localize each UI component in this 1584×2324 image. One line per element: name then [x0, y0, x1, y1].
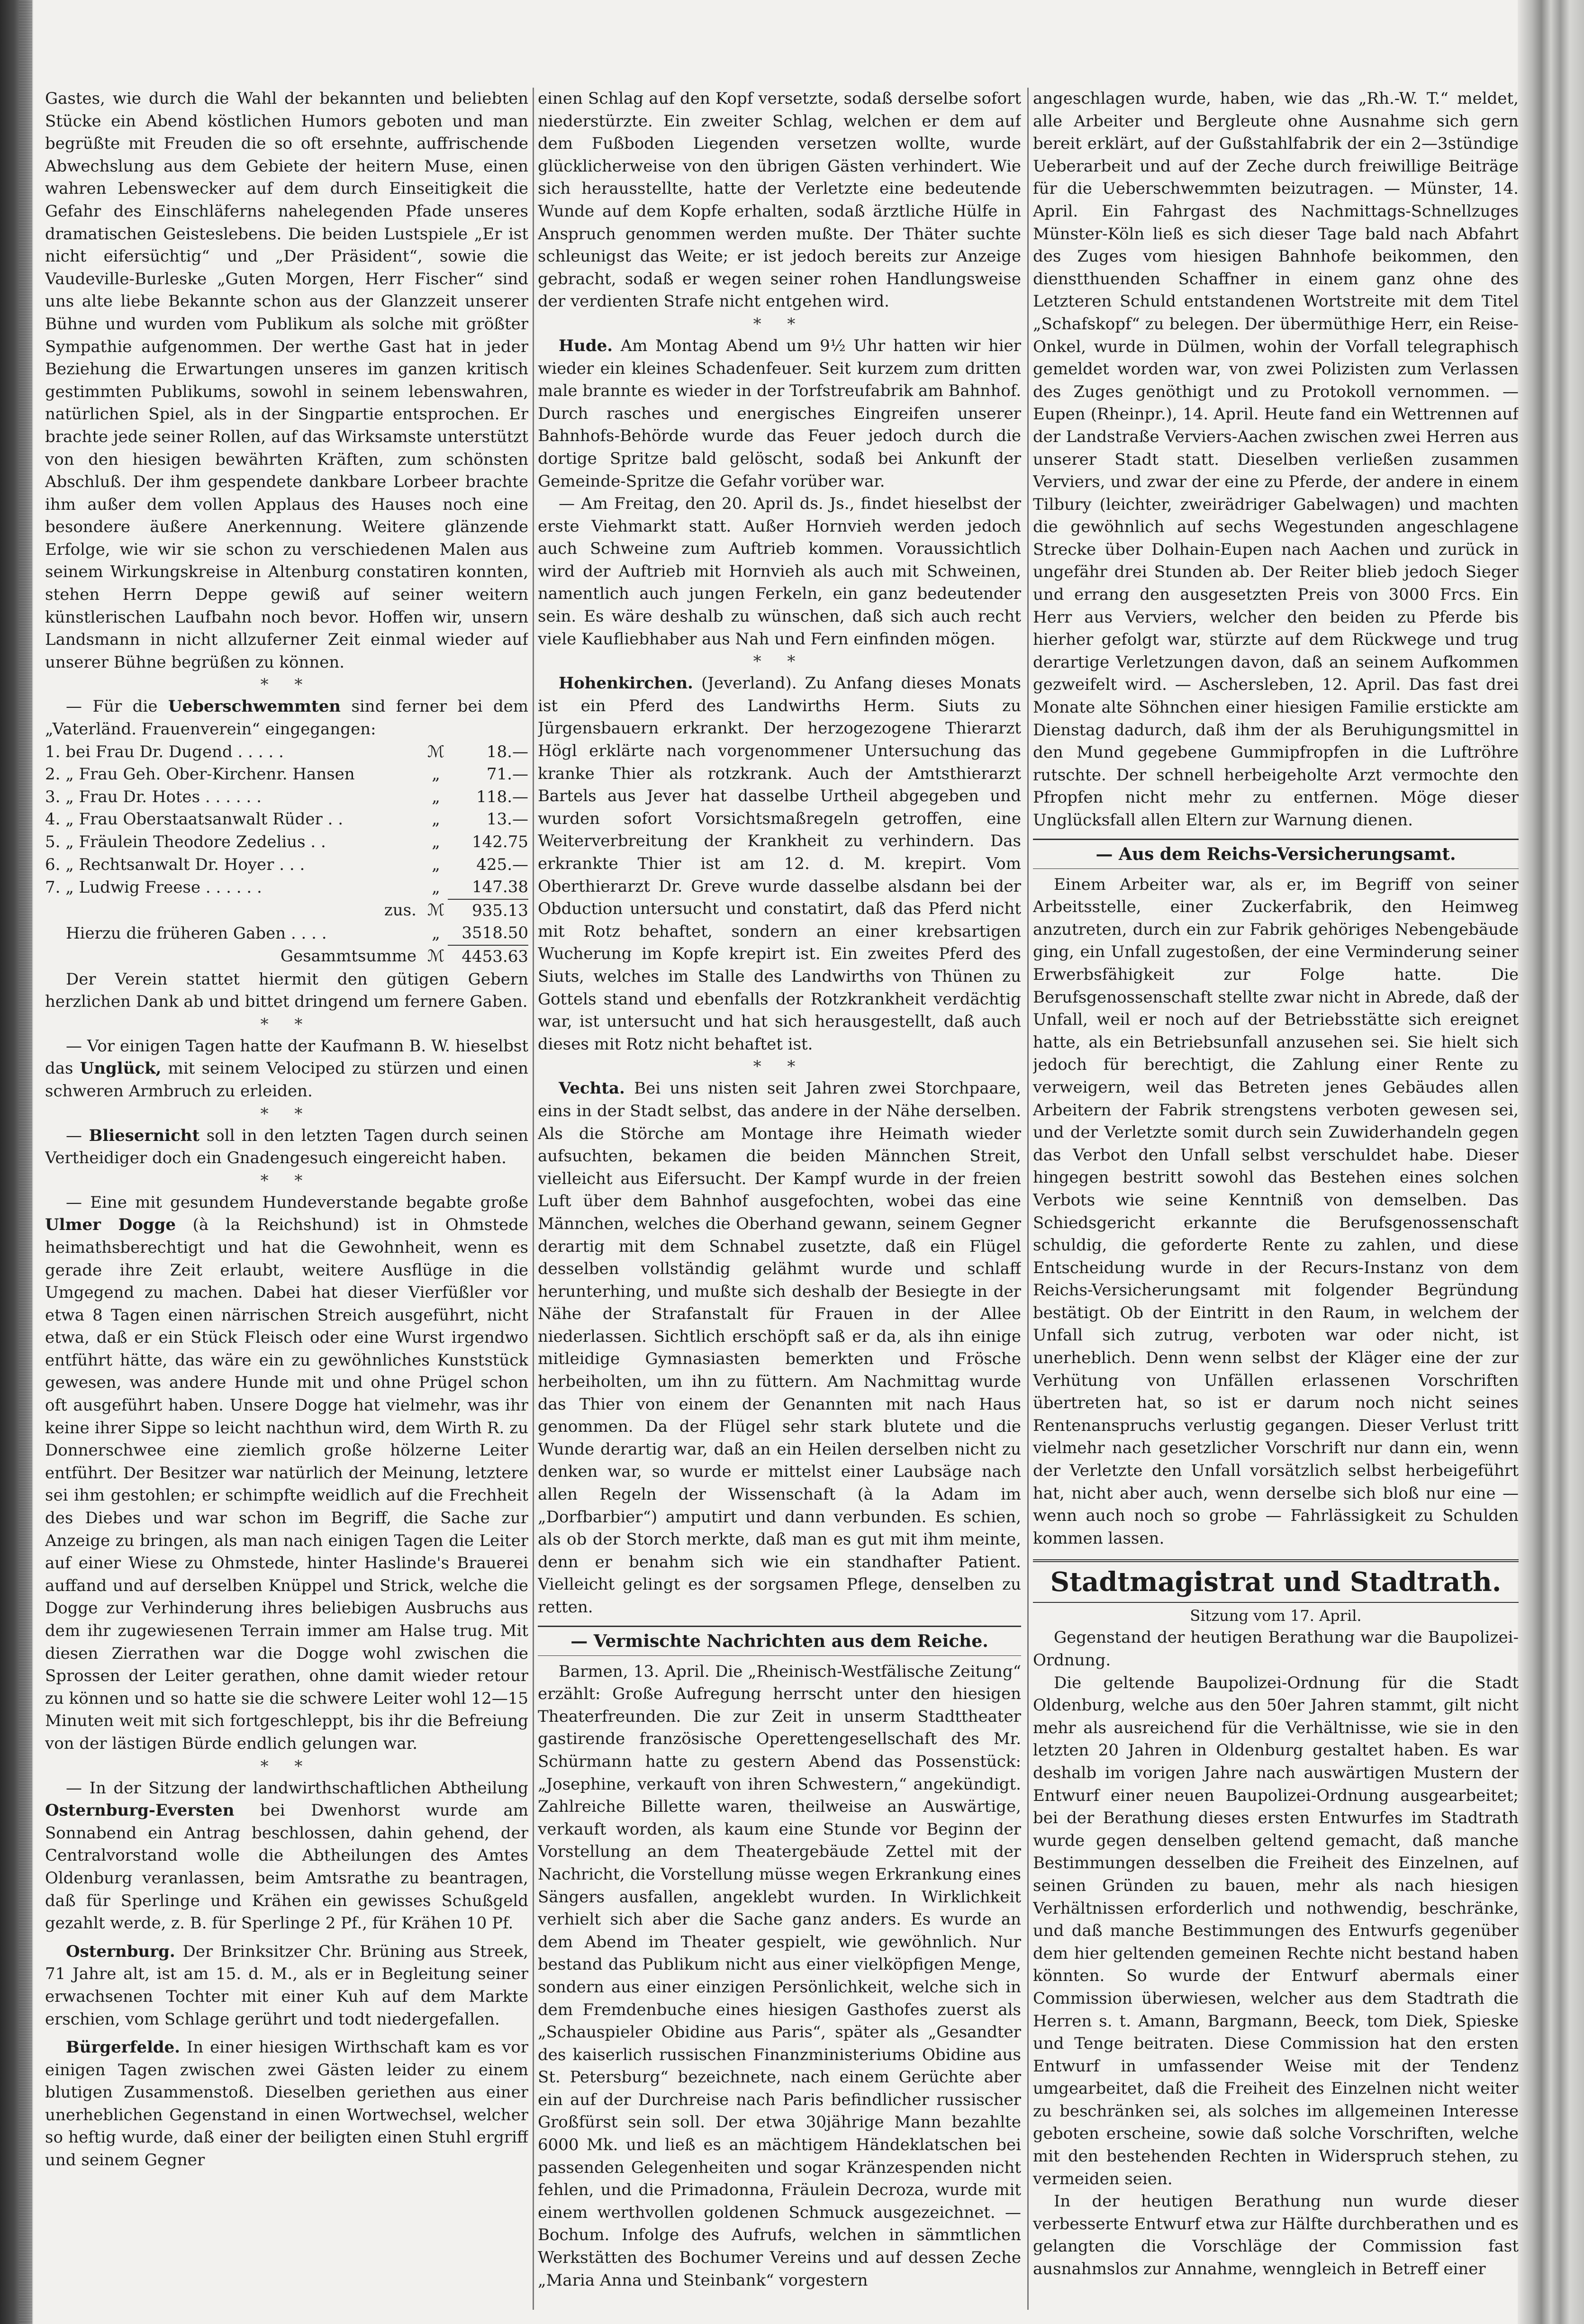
section-heading-stadtmagistrat: Stadtmagistrat und Stadtrath. — [1033, 1559, 1519, 1603]
section-heading-versicherungsamt: — Aus dem Reichs-Versicherungsamt. — [1033, 839, 1519, 869]
session-date: Sitzung vom 17. April. — [1190, 1607, 1362, 1625]
donation-row: 4. „ Frau Oberstaatsanwalt Rüder . . „ 13.— — [45, 810, 528, 829]
section-heading-reich: — Vermischte Nachrichten aus dem Reiche. — [538, 1626, 1021, 1656]
article-osternburg-eversten: — In der Sitzung der landwirthschaftlichen Abtheilung Osternburg-Eversten bei Dwenhorst wurde am Sonnabend ein Antrag beschlossen, dahin gehend, der Centralvorstand wolle die Abtheilungen des Amtes Oldenburg veranlassen, beim Amtsrathe zu beantragen, daß für Sperlinge und Krähen ein gewisses Schußgeld gezahlt werde, z. B. für Sperlinge 2 Pf., für Krähen 10 Pf. — [45, 1778, 528, 1933]
separator: * * — [260, 1171, 313, 1190]
column-rule — [1027, 88, 1029, 2310]
scan-binding — [19, 0, 32, 2324]
article-flood-donations: — Für die Ueberschwemmten sind ferner bei dem „Vaterländ. Frauenverein“ eingegangen: — [45, 697, 528, 739]
previous-row: Hierzu die früheren Gaben . . . . „ 3518.50 — [66, 923, 528, 943]
article-thanks: Der Verein stattet hiermit den gütigen Gebern herzlichen Dank ab und bittet dringend um fernere Gaben. — [45, 969, 528, 1012]
column-rule — [533, 88, 534, 2310]
article-reich-cont: angeschlagen wurde, haben, wie das „Rh.-W. T.“ meldet, alle Arbeiter und Bergleute ohne Ausnahme sich gern bereit erklärt, auf der Gußstahlfabrik der ein 2—3stündige Ueberarbeit und auf der Zeche durch freiwillige Beiträge für die Ueberschwemmten beizutragen. — Münster, 14. April. Ein Fahrgast des Nachmittags-Schnellzuges Münster-Köln ließ es sich dieser Tage bald nach Abfahrt des Zuges vom hiesigen Bahnhofe beikommen, den dienstthuenden Schaffner in einem ganz ohne des Letzteren Schuld entstandenen Wortstreite mit dem Titel „Schafskopf“ zu belegen. Der übermüthige Herr, ein Reise-Onkel, wurde in Dülmen, wohin der Vorfall telegraphisch gemeldet worden war, von zwei Polizisten zum Verlassen des Zuges genöthigt und zu Protokoll vernommen. — Eupen (Rheinpr.), 14. April. Heute fand ein Wettrennen auf der Landstraße Verviers-Aachen zwischen zwei Herren aus unserer Stadt statt. Dieselben verließen zusammen Verviers, und zwar der eine zu Pferde, der andere in einem Tilbury (leichter, zweirädriger Gabelwagen) und machten die gewöhnlich auf sechs Wegestunden angeschlagene Strecke über Dolhain-Eupen nach Aachen und zurück in ungefähr drei Stunden ab. Der Reiter blieb jedoch Sieger und errang den ausgesetzten Preis von 3000 Frcs. Ein Herr aus Verviers, welcher den beiden zu Pferde bis hierher gefolgt war, stürzte auf dem Rückwege und trug derartige Verletzungen davon, daß an seinem Aufkommen gezweifelt wird. — Aschersleben, 12. April. Das fast drei Monate alte Söhnchen einer hiesigen Familie erstickte am Dienstag dadurch, daß ihm der als Beruhigungsmittel in den Mund gegebene Gummipfropfen in die Luftröhre rutschte. Der schnell herbeigeholte Arzt vermochte den Pfropfen nicht mehr zu entfernen. Möge dieser Unglücksfall allen Eltern zur Warnung dienen. — [1033, 89, 1519, 830]
column-2 — [538, 88, 1021, 2310]
column-3 — [1033, 88, 1519, 2310]
article-velocipede: — Vor einigen Tagen hatte der Kaufmann B. W. hieselbst das Unglück, mit seinem Velociped zu stürzen und einen schweren Armbruch zu erleiden. — [45, 1036, 528, 1101]
article-buergerfelde-cont: einen Schlag auf den Kopf versetzte, sodaß derselbe sofort niederstürzte. Ein zweiter Schlag, welchen er dem auf dem Fußboden Liegenden versetzen wollte, wurde glücklicherweise von den übrigen Gästen verhindert. Wie sich herausstellte, hatte der Verletzte eine bedeutende Wunde auf dem Kopfe erhalten, sodaß ärztliche Hülfe in Anspruch genommen werden mußte. Der Thäter suchte schleunigst das Weite; er ist jedoch bereits zur Anzeige gebracht, sodaß er wegen seiner rohen Handlungsweise der verdienten Strafe nicht entgehen wird. — [538, 89, 1021, 311]
donation-row: 2. „ Frau Geh. Ober-Kirchenr. Hansen „ 71.— — [45, 765, 528, 784]
article-ulmer-dogge: — Eine mit gesundem Hundeverstande begabte große Ulmer Dogge (à la Reichshund) ist in Ohmstede heimathsberechtigt und hat die Gewohnheit, wenn es gerade ihre Zeit erlaubt, weitere Ausflüge in die Umgegend zu machen. Dabei hat dieser Vierfüßler vor etwa 8 Tagen einen närrischen Streich ausgeführt, nicht etwa, daß er ein Stück Fleisch oder eine Wurst irgendwo entführt hätte, das wäre ein zu gewöhnliches Kunststück gewesen, was andere Hunde mit und ohne Prügel schon oft ausgeführt haben. Unsere Dogge hat vielmehr, was ihr keine ihrer Sippe so leicht nachthun wird, dem Wirth R. zu Donnerschwee eine ziemlich große hölzerne Leiter entführt. Der Besitzer war natürlich der Meinung, letztere sei ihm gestohlen; er schimpfte weidlich auf die Frechheit des Diebes und war schon im Begriff, die Sache zur Anzeige zu bringen, als man nach einigen Tagen die Leiter auf einer Wiese zu Ohmstede, hinter Haslinde's Brauerei auffand und auf derselben Knüppel und Strick, welche die Dogge zur Verhinderung ihres beliebigen Ausbruchs aus dem ihr zugewiesenen Terrain immer am Halse trug. Mit diesen Zierrathen war die Dogge wohl zwischen die Sprossen der Leiter gerathen, ohne damit wieder retour zu können und so hatte sie die schwere Leiter wohl 12—15 Minuten weit mit sich fortgeschleppt, bis ihr die Befreiung von der lästigen Bürde endlich gelungen war. — [45, 1193, 528, 1753]
article-vechta: Vechta. Bei uns nisten seit Jahren zwei Storchpaare, eins in der Stadt selbst, das andere in der Nähe derselben. Als die Störche am Montage ihre Heimath wieder aufsuchten, bekamen die beiden Männchen Streit, vielleicht aus Eifersucht. Der Kampf wurde in der freien Luft über dem Bahnhof ausgefochten, wobei das eine Männchen, welches die Oberhand gewann, seinem Gegner derartig mit dem Schnabel zusetzte, daß ein Flügel desselben vollständig gelähmt wurde und schlaff herunterhing, und mußte sich deshalb der Besiegte in der Nähe der Strafanstalt für Frauen in der Allee niederlassen. Sichtlich erschöpft saß er da, als ihn einige mitleidige Gymnasiasten bemerkten und Frösche herbeiholten, um ihn zu füttern. Am Nachmittag wurde das Thier von einem der Genannten mit nach Haus genommen. Da der Flügel sehr stark blutete und die Wunde derartig war, daß an ein Heilen derselben nicht zu denken war, so wurde er mittelst einer Laubsäge nach allen Regeln der Wissenschaft (à la Adam im „Dorfbarbier“) amputirt und dann verbunden. Es schien, als ob der Storch merkte, daß man es gut mit ihm meinte, denn er benahm sich wie ein standhafter Patient. Vielleicht gelingt es der sorgsamen Pflege, denselben zu retten. — [538, 1079, 1021, 1617]
article-baupolizei: Die geltende Baupolizei-Ordnung für die Stadt Oldenburg, welche aus den 50er Jahren stammt, gilt nicht mehr als ausreichend für die Verhältnisse, wie sie in den letzten 20 Jahren in Oldenburg gestaltet haben. Es war deshalb im vorigen Jahre nach auswärtigen Mustern der Entwurf einer neuen Baupolizei-Ordnung ausgearbeitet; bei der Berathung dieses ersten Entwurfes im Stadtrath wurde gegen denselben geltend gemacht, daß manche Bestimmungen desselben die Freiheit des Einzelnen, auf seinen Gründen zu bauen, mehr als nach hiesigen Verhältnissen erforderlich und nothwendig, beschränke, und daß manche Bestimmungen des Entwurfs gegenüber dem hier geltenden gemeinen Rechte nicht bestand haben könnten. So wurde der Entwurf abermals einer Commission überwiesen, welcher aus dem Stadtrath die Herren s. t. Amann, Bargmann, Beeck, tom Diek, Spieske und Tenge beitraten. Diese Commission hat den ersten Entwurf in umfassender Weise mit der Tendenz umgearbeitet, daß die Freiheit des Einzelnen nicht weiter zu beschränken sei, als solches im allgemeinen Interesse geboten erscheine, sowie daß solche Vorschriften, welche mit den bestehenden Rechten in Widerspruch stehen, zu vermeiden seien. — [1033, 1673, 1519, 2188]
total-row: Gesammtsumme ℳ 4453.63 — [45, 945, 528, 968]
separator: * * — [260, 1104, 313, 1123]
article-bliesernicht: — Bliesernicht soll in den letzten Tagen durch seinen Vertheidiger doch ein Gnadengesuch eingereicht haben. — [45, 1126, 528, 1168]
article-versicherungsamt: Einem Arbeiter war, als er, im Begriff von seiner Arbeitsstelle, einer Zuckerfabrik, den Heimweg anzutreten, durch ein zur Fabrik gehöriges Nebengebäude ging, ein Unfall zugestoßen, der eine Verminderung seiner Erwerbsfähigkeit zur Folge hatte. Die Berufsgenossenschaft stellte zwar nicht in Abrede, daß der Unfall, weil er noch auf der Betriebsstätte sich ereignet hatte, als ein Betriebsunfall anzusehen sei. Sie hielt sich jedoch für berechtigt, die Zahlung einer Rente zu verweigern, weil das Betreten jenes Gebäudes allen Arbeitern der Fabrik strengstens verboten gewesen sei, und der Verletzte somit durch sein Zuwiderhandeln gegen das Verbot den Unfall selbst verschuldet habe. Dieser hingegen bestritt sowohl das Bestehen eines solchen Verbots wie seine Kenntniß von demselben. Das Schiedsgericht erkannte die Berufsgenossenschaft schuldig, die geforderte Rente zu zahlen, und diese Entscheidung wurde in der Recurs-Instanz von dem Reichs-Versicherungsamt mit folgender Begründung bestätigt. Ob der Eintritt in den Raum, in welchem der Unfall sich zutrug, verboten war oder nicht, ist unerheblich. Denn wenn selbst der Kläger eine der zur Verhütung von Unfällen erlassenen Vorschriften übertreten hat, so ist er darum noch nicht seines Rentenanspruchs verlustig gegangen. Dieser Verlust tritt vielmehr nach gesetzlicher Vorschrift nur dann ein, wenn der Verletzte den Unfall vorsätzlich selbst herbeigeführt hat, nicht aber auch, wenn derselbe sich bloß nur eine — wenn auch noch so grobe — Fahrlässigkeit zu Schulden kommen lassen. — [1033, 875, 1519, 1548]
separator: * * — [260, 675, 313, 695]
article-osternburg: Osternburg. Der Brinksitzer Chr. Brüning aus Streek, 71 Jahre alt, ist am 15. d. M., als er in Begleitung seiner erwachsenen Tochter mit einer Kuh auf dem Markte erschien, vom Schlage gerührt und todt niedergefallen. — [45, 1942, 528, 2029]
separator: * * — [753, 314, 806, 334]
scan-right-edge — [1518, 0, 1584, 2324]
article-buergerfelde: Bürgerfelde. In einer hiesigen Wirthschaft kam es vor einigen Tagen zwischen zwei Gästen leider zu einem blutigen Zusammenstoß. Dieselben geriethen aus einer unerheblichen Gegenstand in einen Wortwechsel, welcher so heftig wurde, daß einer der beiligten einen Stuhl ergriff und seinem Gegner — [45, 2038, 528, 2170]
donation-row: 1. bei Frau Dr. Dugend . . . . . ℳ 18.— — [45, 742, 528, 761]
article-barmen: Barmen, 13. April. Die „Rheinisch-Westfälische Zeitung“ erzählt: Große Aufregung herrscht unter den hiesigen Theaterfreunden. Die zur Zeit in unserm Stadttheater gastirende französische Operettengesellschaft des Mr. Schürmann hatte zu gestern Abend das Possenstück: „Josephine, verkauft von ihren Schwestern,“ angekündigt. Zahlreiche Billette waren, theilweise an Auswärtige, verkauft worden, als kaum eine Stunde vor Beginn der Vorstellung an dem Theatergebäude Zettel mit der Nachricht, die Vorstellung müsse wegen Erkrankung eines Sängers ausfallen, angeklebt wurden. In Wirklichkeit verhielt sich aber die Sache ganz anders. Es wurde an dem Abend im Theater gespielt, wie gewöhnlich. Nur bestand das Publikum nicht aus einer vielköpfigen Menge, sondern aus einer einzigen Persönlichkeit, welche sich in dem Fremdenbuche eines hiesigen Gasthofes zuerst als „Schauspieler Obidine aus Paris“, später als „Gesandter des kaiserlich russischen Finanzministeriums Obidine aus St. Petersburg“ bezeichnete, nach einem Gerüchte aber ein auf der Durchreise nach Paris befindlicher russischer Großfürst sein soll. Der etwa 30jährige Mann bezahlte 6000 Mk. und ließ es an mächtigem Händeklatschen bei passenden Gelegenheiten und sogar Kränzespenden nicht fehlen, und die Primadonna, Fräulein Decroza, wurde mit einem werthvollen goldenen Schmuck ausgezeichnet. — Bochum. Infolge des Aufrufs, welchen in sämmtlichen Werkstätten des Bochumer Vereins und auf dessen Zeche „Maria Anna und Steinbank“ vorgestern — [538, 1662, 1021, 2290]
donation-row: 7. „ Ludwig Freese . . . . . . „ 147.38 — [45, 877, 528, 897]
donation-list — [45, 741, 528, 968]
separator: * * — [260, 1014, 313, 1034]
article-theater: Gastes, wie durch die Wahl der bekannten und beliebten Stücke ein Abend köstlichen Humors geboten und man begrüßte mit Freuden die so oft ersehnte, auffrischende Abwechslung aus dem Gebiete der heitern Muse, einen wahren Lebenswecker auf dem durch Einseitigkeit die Gefahr des Einschläferns nahelegenden Pfade unseres dramatischen Geisteslebens. Die beiden Lustspiele „Er ist nicht eifersüchtig“ und „Der Präsident“, sowie die Vaudeville-Burleske „Guten Morgen, Herr Fischer“ sind uns alte liebe Bekannte schon aus der Glanzzeit unserer Bühne und wurden vom Publikum als solche mit größter Sympathie aufgenommen. Der werthe Gast hat in jeder Beziehung die Erwartungen unseres im ganzen kritisch gestimmten Publikums, sowohl in seinem lebenswahren, natürlichen Spiel, als in der Singpartie entsprochen. Er brachte jede seiner Rollen, auf das Wirksamste unterstützt von den hiesigen bewährten Kräften, zum schönsten Abschluß. Der ihm gespendete dankbare Lorbeer brachte ihm außer dem vollen Applaus des Hauses noch eine besondere äußere Anerkennung. Weitere glänzende Erfolge, wie wir sie schon zu verschiedenen Malen aus seinem Wirkungskreise in Altenburg constatiren konnten, stehen Herrn Deppe gewiß auf seiner weitern künstlerischen Laufbahn noch bevor. Hoffen wir, unsern Landsmann in nicht allzuferner Zeit einmal wieder auf unserer Bühne begrüßen zu können. — [45, 89, 528, 672]
article-baupolizei-intro: Gegenstand der heutigen Berathung war die Baupolizei-Ordnung. — [1033, 1628, 1519, 1670]
donation-row: 6. „ Rechtsanwalt Dr. Hoyer . . . „ 425.— — [45, 855, 528, 874]
column-1 — [45, 88, 528, 2310]
separator: * * — [753, 652, 806, 671]
donation-row: 5. „ Fräulein Theodore Zedelius . . „ 142.75 — [45, 832, 528, 851]
separator: * * — [260, 1756, 313, 1776]
newspaper-page — [45, 88, 1519, 2310]
article-hohenkirchen: Hohenkirchen. (Jeverland). Zu Anfang dieses Monats ist ein Pferd des Landwirths Herm. Siuts zu Jürgensbauern erkrankt. Der herzogezogene Thierarzt Högl erklärte nach vorgenommener Untersuchung das kranke Thier als rotzkrank. Auch der Amtsthierarzt Bartels aus Jever hat dasselbe Urtheil abgegeben und wurden sofort Vorsichtsmaßregeln getroffen, eine Weiterverbreitung der Krankheit zu verhindern. Das erkrankte Thier ist am 12. d. M. krepirt. Vom Oberthierarzt Dr. Greve wurde dasselbe alsdann bei der Obduction untersucht und constatirt, daß das Pferd nicht mit Rotz behaftet, sondern an einer krebsartigen Wucherung im Kopfe krepirt ist. Ein zweites Pferd des Siuts, welches im Stalle des Landwirths von Thünen zu Gottels stand und ebenfalls der Rotzkrankheit verdächtig war, ist untersucht und hat sich herausgestellt, daß auch dieses mit Rotz nicht behaftet ist. — [538, 674, 1021, 1054]
article-viehmarkt: — Am Freitag, den 20. April ds. Js., findet hieselbst der erste Viehmarkt statt. Außer Hornvieh werden jedoch auch Schweine zum Auftrieb kommen. Voraussichtlich wird der Auftrieb mit Hornvieh als auch mit Schweinen, namentlich auch jungen Ferkeln, ein ganz bedeutender sein. Es wäre deshalb zu wünschen, daß sich auch recht viele Kaufliebhaber aus Nah und Fern einfinden mögen. — [538, 494, 1021, 649]
article-baupolizei-cont: In der heutigen Berathung nun wurde dieser verbesserte Entwurf etwa zur Hälfte durchberathen und es gelangten die Vorschläge der Commission fast ausnahmslos zur Annahme, wenngleich in Betreff einer — [1033, 2192, 1519, 2279]
article-hude: Hude. Am Montag Abend um 9½ Uhr hatten wir hier wieder ein kleines Schadenfeuer. Seit kurzem zum dritten male brannte es wieder in der Torfstreufabrik am Bahnhof. Durch rasches und energisches Eingreifen unserer Bahnhofs-Behörde wurde das Feuer jedoch durch die dortige Spritze bald gelöscht, sodaß bei Ankunft der Gemeinde-Spritze die Gefahr vorüber war. — [538, 336, 1021, 491]
donation-row: 3. „ Frau Dr. Hotes . . . . . . „ 118.— — [45, 787, 528, 806]
subtotal-row: zus. ℳ 935.13 — [45, 899, 528, 922]
separator: * * — [753, 1057, 806, 1076]
